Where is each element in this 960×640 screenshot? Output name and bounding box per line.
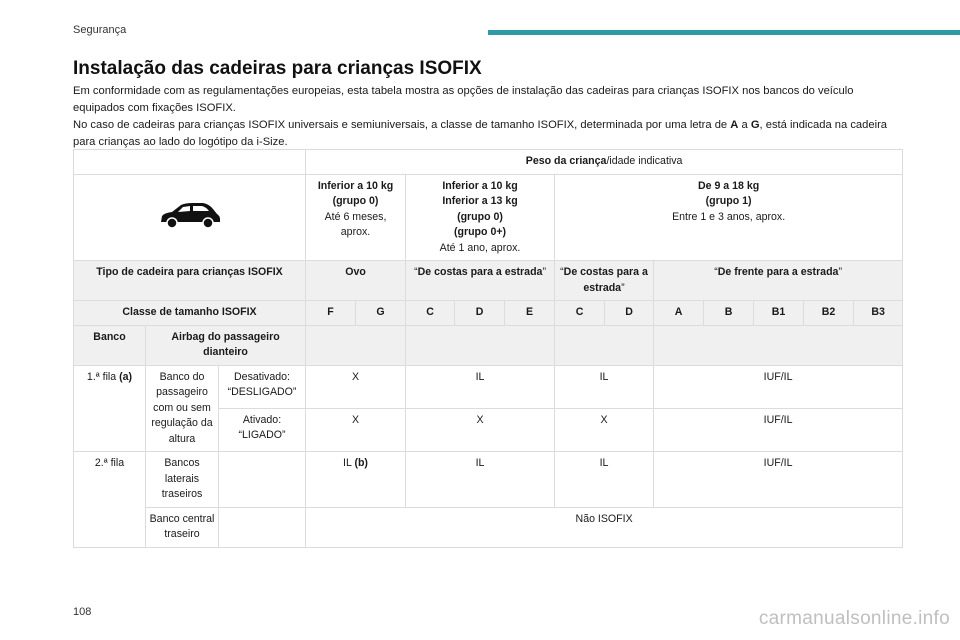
table-cell-empty	[406, 325, 555, 365]
size-class-cell: D	[455, 301, 505, 326]
row-label-first	[74, 365, 146, 452]
intro-text-part: a	[738, 119, 751, 131]
group-0plus	[406, 174, 555, 261]
intro-text-part: No caso de cadeiras para crianças ISOFIX universais e semiuniversais, a classe de tamanho ISOFIX, determinada por uma letra de	[73, 119, 731, 131]
size-class-label: Classe de tamanho ISOFIX	[74, 301, 306, 326]
row-label-second: 2.ª fila	[74, 452, 146, 548]
car-side-icon	[158, 200, 222, 230]
table-cell-empty	[74, 150, 306, 175]
table-row-groups	[74, 174, 903, 261]
size-class-cell: B	[704, 301, 754, 326]
airbag-off: Desativado: “DESLIGADO”	[219, 365, 306, 408]
group-weight: De 9 a 18 kg	[697, 179, 760, 192]
car-cell	[74, 174, 306, 261]
size-class-cell: B1	[754, 301, 804, 326]
watermark: carmanualsonline.info	[758, 608, 950, 629]
table-cell: IL	[406, 452, 555, 508]
size-class-cell: A	[654, 301, 704, 326]
table-cell: IUF/IL	[654, 452, 903, 508]
column-header-seat: Banco	[74, 325, 146, 365]
airbag-on: Ativado: “LIGADO”	[219, 408, 306, 451]
seat-type-text: De costas para a estrada	[563, 266, 648, 294]
table-row-second-row-outer	[74, 452, 903, 508]
table-row-first-row-off	[74, 365, 903, 408]
column-header-airbag: Airbag do passageiro dianteiro	[146, 325, 306, 365]
table-row-columns	[74, 325, 903, 365]
seat-type-text: De frente para a estrada	[717, 266, 839, 278]
size-class-cell: B3	[854, 301, 903, 326]
table-cell-text: IL	[343, 457, 355, 469]
size-letter-a: A	[730, 119, 739, 131]
size-class-cell: C	[555, 301, 605, 326]
intro-paragraph-2	[73, 117, 903, 151]
weight-header-bold: Peso da criança	[525, 155, 607, 167]
table-cell	[306, 452, 406, 508]
seat-type-cell: “De costas para a estrada”	[555, 261, 654, 301]
group-1	[555, 174, 903, 261]
table-cell-empty	[654, 325, 903, 365]
table-cell-empty	[219, 507, 306, 547]
isofix-table	[73, 149, 903, 548]
seat-rear-outer: Bancos laterais traseiros	[146, 452, 219, 508]
page-title: Instalação das cadeiras para crianças ISOFIX	[73, 58, 482, 79]
table-cell: IUF/IL	[654, 365, 903, 408]
group-age: Até 1 ano, aprox.	[439, 241, 521, 254]
group-name: (grupo 1)	[705, 195, 752, 207]
group-weight: Inferior a 13 kg	[442, 195, 518, 207]
group-name: (grupo 0)	[457, 210, 503, 223]
table-cell-note: (b)	[354, 457, 368, 469]
table-row-size-class	[74, 301, 903, 326]
table-cell: X	[306, 408, 406, 451]
size-class-cell: B2	[804, 301, 854, 326]
row-label-text: 1.ª fila	[86, 370, 120, 383]
table-cell: IL	[555, 452, 654, 508]
seat-passenger: Banco do passageiro com ou sem regulação da altura	[146, 365, 219, 452]
size-class-cell: G	[356, 301, 406, 326]
table-row-seat-type	[74, 261, 903, 301]
table-cell: IL	[555, 365, 654, 408]
size-class-cell: F	[306, 301, 356, 326]
size-letter-g: G	[750, 119, 760, 131]
seat-type-text: De costas para a estrada	[417, 266, 543, 278]
size-class-cell: C	[406, 301, 455, 326]
table-cell: IUF/IL	[654, 408, 903, 451]
table-row-weight-header	[74, 150, 903, 175]
seat-type-label: Tipo de cadeira para crianças ISOFIX	[74, 261, 306, 301]
weight-header	[306, 150, 903, 175]
group-name: (grupo 0+)	[453, 226, 507, 238]
group-weight: Inferior a 10 kg	[442, 179, 518, 192]
group-age: Até 6 meses, aprox.	[324, 210, 387, 238]
seat-type-cell: Ovo	[306, 261, 406, 301]
group-age: Entre 1 e 3 anos, aprox.	[672, 210, 786, 223]
table-row-second-row-center	[74, 507, 903, 547]
intro-paragraph-1: Em conformidade com as regulamentações europeias, esta tabela mostra as opções de instalação das cadeiras para crianças ISOFIX nos bancos do veículo equipados com fixações ISOFIX.	[73, 85, 854, 114]
table-cell-empty	[555, 325, 654, 365]
group-name: (grupo 0)	[332, 195, 379, 207]
section-label: Segurança	[73, 24, 127, 36]
size-class-cell: D	[605, 301, 654, 326]
table-cell: IL	[406, 365, 555, 408]
seat-rear-center: Banco central traseiro	[146, 507, 219, 547]
table-cell: X	[555, 408, 654, 451]
table-cell: X	[306, 365, 406, 408]
row-label-note: (a)	[119, 370, 133, 383]
table-cell: X	[406, 408, 555, 451]
intro-text	[73, 83, 903, 151]
intro-text-part: , está indicada na cadeira para crianças ao lado do logótipo da i-Size.	[73, 119, 888, 148]
table-cell: Não ISOFIX	[306, 507, 903, 547]
section-accent-bar	[488, 30, 960, 35]
seat-type-cell: “De frente para a estrada”	[654, 261, 903, 301]
group-weight: Inferior a 10 kg	[317, 179, 394, 192]
group-0	[306, 174, 406, 261]
weight-header-rest: /idade indicativa	[606, 155, 683, 167]
page-number: 108	[73, 606, 92, 618]
table-cell-empty	[306, 325, 406, 365]
table-cell-empty	[219, 452, 306, 508]
size-class-cell: E	[505, 301, 555, 326]
seat-type-cell: “De costas para a estrada”	[406, 261, 555, 301]
